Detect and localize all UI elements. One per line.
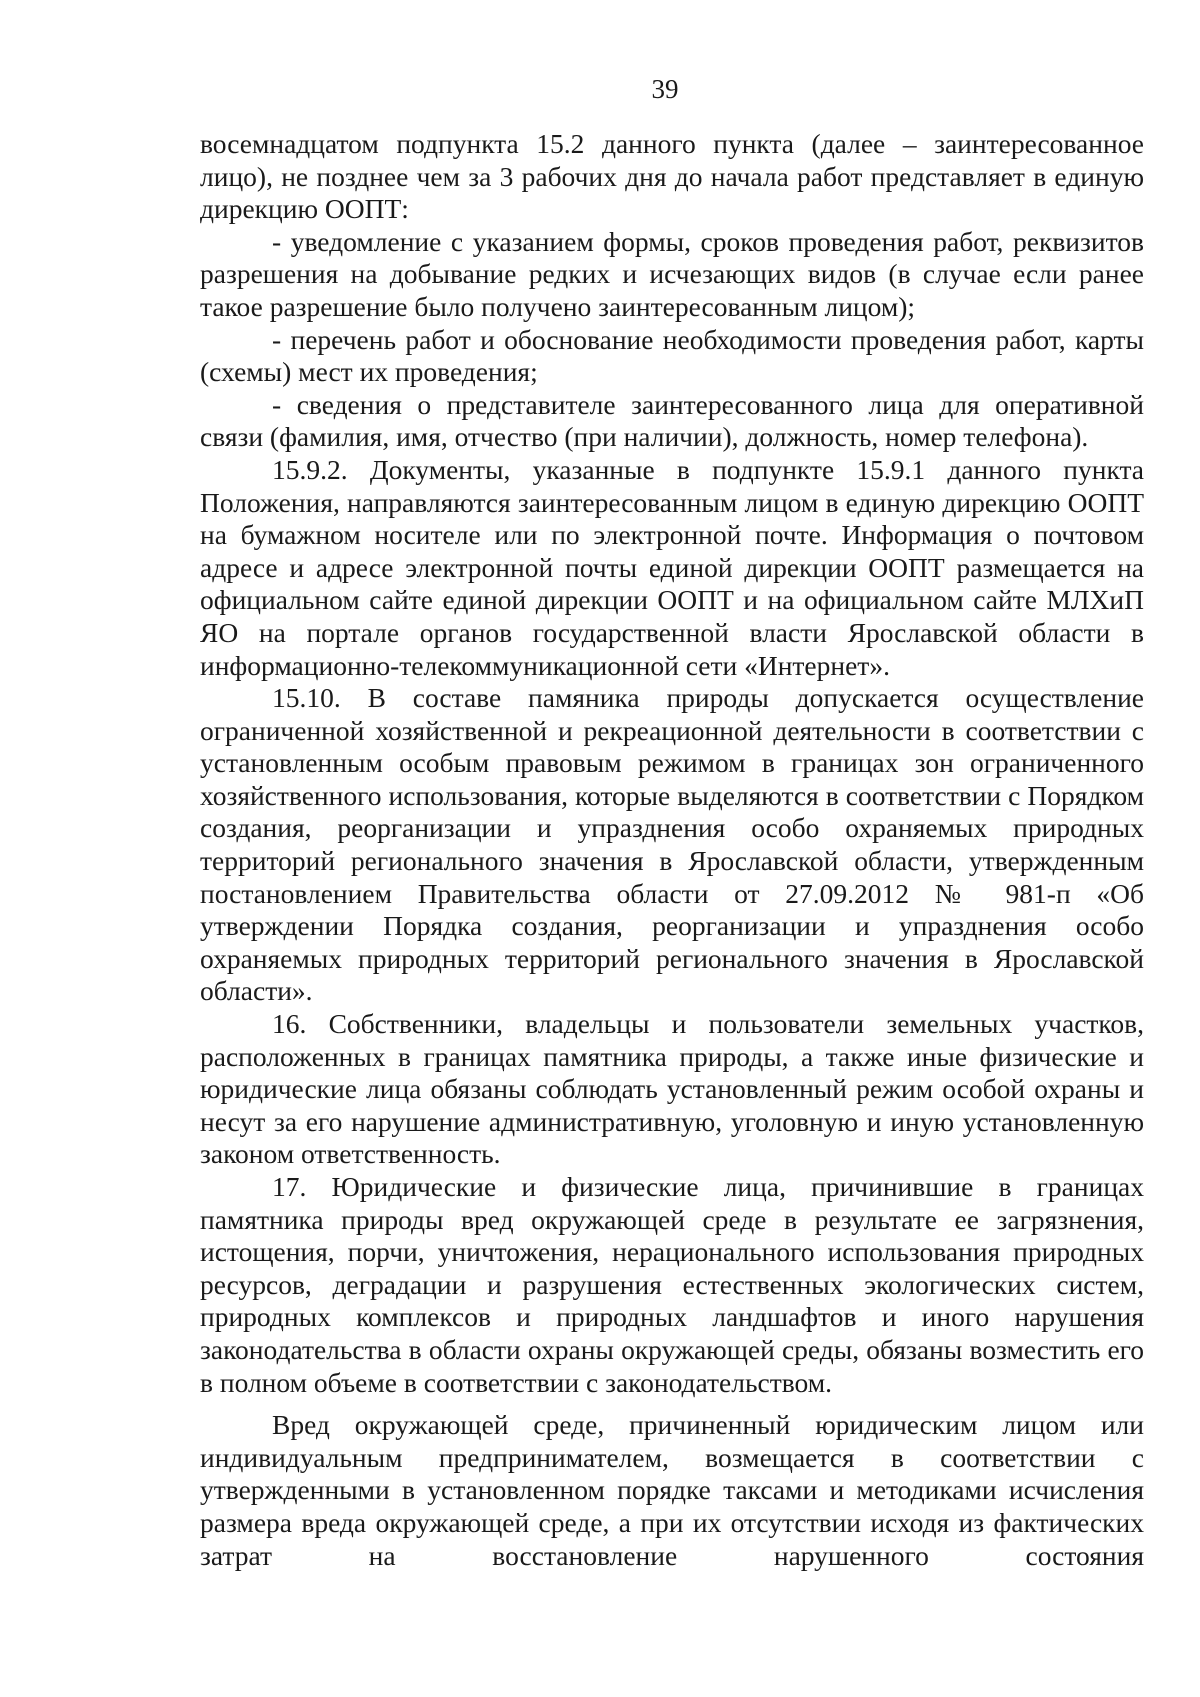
list-item-works-list: - перечень работ и обоснование необходимости проведения работ, карты (схемы) мест их проведения; xyxy=(200,323,1144,388)
paragraph-continuation: восемнадцатом подпункта 15.2 данного пункта (далее – заинтересованное лицо), не позднее чем за 3 рабочих дня до начала работ представляет в единую дирекцию ООПТ: xyxy=(200,128,1144,225)
list-item-notification: - уведомление с указанием формы, сроков проведения работ, реквизитов разрешения на добывание редких и исчезающих видов (в случае если ранее такое разрешение было получено заинтересованным лицом); xyxy=(200,225,1144,322)
list-item-representative: - сведения о представителе заинтересованного лица для оперативной связи (фамилия, имя, отчество (при наличии), должность, номер телефона). xyxy=(200,388,1144,453)
document-body xyxy=(200,128,1144,1572)
paragraph-15-9-2: 15.9.2. Документы, указанные в подпункте 15.9.1 данного пункта Положения, направляются заинтересованным лицом в единую дирекцию ООПТ на бумажном носителе или по электронной почте. Информация о почтовом адресе и адресе электронной почты единой дирекции ООПТ размещается на официальном сайте единой дирекции ООПТ и на официальном сайте МЛХиП ЯО на портале органов государственной власти Ярославской области в информационно-телекоммуникационной сети «Интернет». xyxy=(200,453,1144,681)
paragraph-16: 16. Собственники, владельцы и пользователи земельных участков, расположенных в границах памятника природы, а также иные физические и юридические лица обязаны соблюдать установленный режим особой охраны и несут за его нарушение административную, уголовную и иную установленную законом ответственность. xyxy=(200,1008,1144,1170)
page-number: 39 xyxy=(651,74,679,104)
paragraph-15-10: 15.10. В составе памяника природы допускается осуществление ограниченной хозяйственной и рекреационной деятельности в соответствии с установленным особым правовым режимом в границах зон ограниченного хозяйственного использования, которые выделяются в соответствии с Порядком создания, реорганизации и упразднения особо охраняемых природных территорий регионального значения в Ярославской области, утвержденным постановлением Правительства области от 27.09.2012 № 981-п «Об утверждении Порядка создания, реорганизации и упразднения особо охраняемых природных территорий регионального значения в Ярославской области». xyxy=(200,682,1144,1007)
paragraph-17: 17. Юридические и физические лица, причинившие в границах памятника природы вред окружающей среде в результате ее загрязнения, истощения, порчи, уничтожения, нерационального использования природных ресурсов, деградации и разрушения естественных экологических систем, природных комплексов и природных ландшафтов и иного нарушения законодательства в области охраны окружающей среды, обязаны возместить его в полном объеме в соответствии с законодательством. xyxy=(200,1171,1144,1398)
paragraph-damage-compensation: Вред окружающей среде, причиненный юридическим лицом или индивидуальным предпринимателем, возмещается в соответствии с утвержденными в установленном порядке таксами и методиками исчисления размера вреда окружающей среде, а при их отсутствии исходя из фактических затрат на восстановление нарушенного состояния xyxy=(200,1409,1144,1571)
